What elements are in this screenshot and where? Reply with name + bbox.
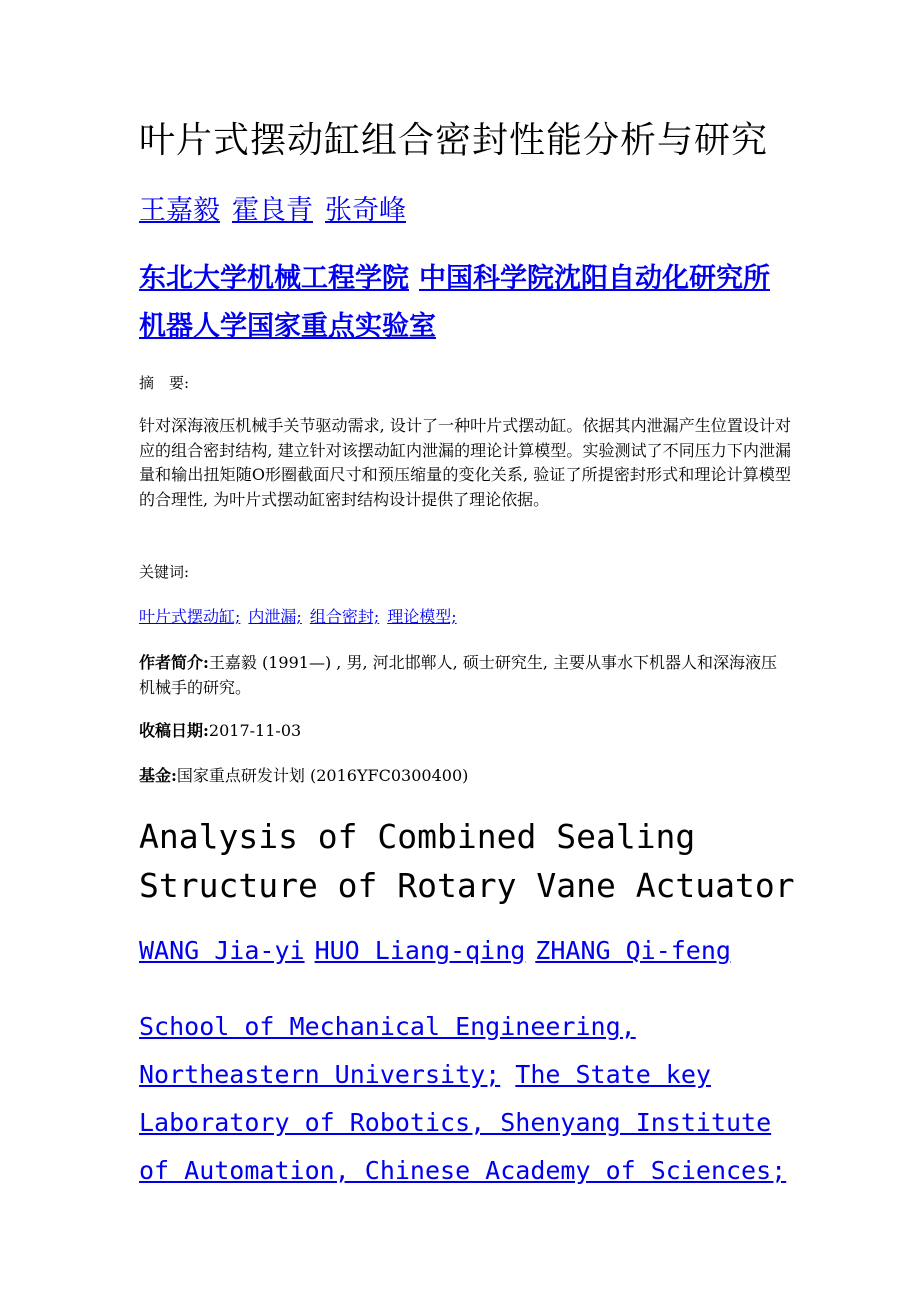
keyword-link[interactable]: 内泄漏; [248,607,302,626]
author-link[interactable]: WANG Jia-yi [139,936,305,965]
author-link[interactable]: HUO Liang-qing [314,936,526,965]
english-title: Analysis of Combined Sealing Structure of Rotary Vane Actuator [139,817,795,905]
received-label: 收稿日期: [139,721,209,740]
author-intro-text: 王嘉毅 (1991—) , 男, 河北邯郸人, 硕士研究生, 主要从事水下机器人和深海液压机械手的研究。 [139,653,777,697]
affiliation-link[interactable]: The State key Laboratory of Robotics, Shenyang Institute of Automation, Chinese Academy of Sciences; [139,1060,787,1185]
affiliation-link[interactable]: School of Mechanical Engineering, Northeastern University; [139,1012,636,1089]
english-affiliation-list [139,1003,799,1195]
keyword-link[interactable]: 组合密封; [309,607,380,626]
english-author-list [139,936,741,965]
fund-value: 国家重点研发计划 (2016YFC0300400) [176,766,469,785]
author-intro-label: 作者简介: [139,653,209,672]
author-intro [139,651,791,700]
keyword-link[interactable]: 叶片式摆动缸; [139,607,241,626]
author-link[interactable]: 王嘉毅 [139,195,220,226]
keyword-list [139,604,465,627]
keyword-link[interactable]: 理论模型; [387,607,457,626]
affiliation-link[interactable]: 中国科学院沈阳自动化研究所机器人学国家重点实验室 [139,263,770,342]
affiliation-link[interactable]: 东北大学机械工程学院 [139,263,409,294]
chinese-title: 叶片式摆动缸组合密封性能分析与研究 [139,120,769,161]
fund-label: 基金: [139,766,177,785]
abstract-text: 针对深海液压机械手关节驱动需求, 设计了一种叶片式摆动缸。依据其内泄漏产生位置设计对应的组合密封结构, 建立针对该摆动缸内泄漏的理论计算模型。实验测试了不同压力下内泄漏量和输出扭矩随O形圈截面尺寸和预压缩量的变化关系, 验证了所提密封形式和理论计算模型的合理性, 为叶片式摆动缸密封结构设计提供了理论依据。 [139,416,791,509]
received-date [139,719,791,744]
fund-info [139,764,791,789]
author-link[interactable]: 霍良青 [232,195,313,226]
author-link[interactable]: ZHANG Qi-feng [535,936,731,965]
chinese-author-list [139,188,418,227]
chinese-affiliation-list [139,255,789,351]
abstract-label: 摘 要: [139,374,190,392]
author-link[interactable]: 张奇峰 [325,195,406,226]
received-value: 2017-11-03 [208,721,302,740]
keywords-label: 关键词: [139,563,190,581]
